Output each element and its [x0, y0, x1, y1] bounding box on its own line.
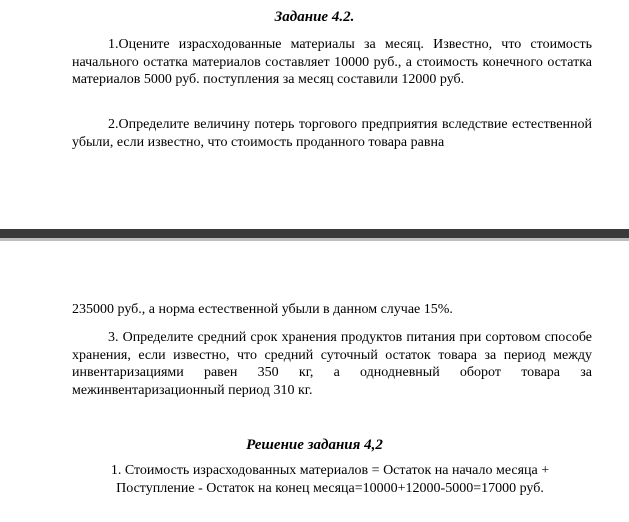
task-title: Задание 4.2.: [274, 9, 355, 25]
page-break-divider: [0, 229, 629, 238]
task-item-2-part-1: 2.Определите величину потерь торгового предприятия вследствие естественной убыли, если известно, что стоимость проданного товара равна: [72, 117, 592, 150]
page-break-shadow: [0, 238, 629, 241]
task-item-3: 3. Определите средний срок хранения продуктов питания при сортовом способе хранения, если известно, что средний суточный остаток товара за период между инвентаризациями равен 350 кг, а однодневный оборот товара за межинвентаризационный период 310 кг.: [72, 330, 592, 398]
solution-title: Решение задания 4,2: [246, 437, 383, 453]
task-item-2-part-2: 235000 руб., а норма естественной убыли в данном случае 15%.: [72, 302, 453, 317]
task-item-1: 1.Оцените израсходованные материалы за месяц. Известно, что стоимость начального остатка материалов составляет 10000 руб., а стоимость конечного остатка материалов 5000 руб. поступления за месяц составили 12000 руб.: [72, 37, 592, 87]
solution-item-1: 1. Стоимость израсходованных материалов = Остаток на начало месяца + Поступление - Остаток на конец месяца=10000+12000-5000=17000 руб.: [110, 463, 550, 496]
